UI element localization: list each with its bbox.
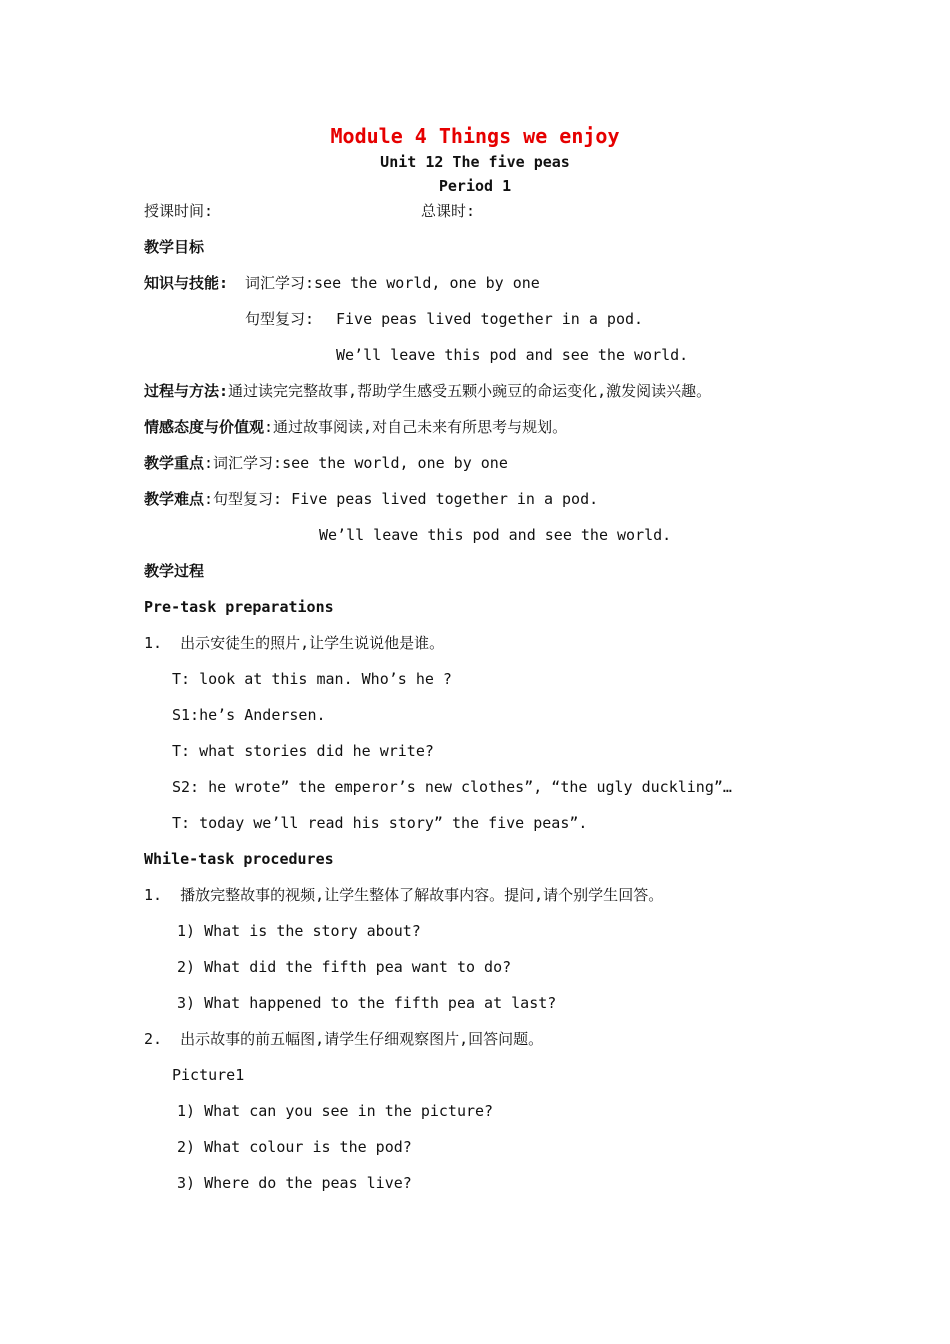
focus-label: 教学重点 [144,454,205,472]
question-item: 3) Where do the peas live? [177,1174,412,1192]
total-label: 总课时: [421,202,476,220]
knowledge-label: 知识与技能: [144,274,229,292]
focus-text: :词汇学习:see the world, one by one [204,454,508,472]
question-item: 2) What did the fifth pea want to do? [177,958,512,976]
pattern-label: 句型复习: [245,310,315,328]
focus-line [144,453,508,473]
pre-task-step-1: 1. 出示安徒生的照片,让学生说说他是谁。 [144,634,445,652]
while-task-heading: While-task procedures [144,850,334,868]
vocab-line: 词汇学习:see the world, one by one [245,274,540,292]
difficulty-text: :句型复习: Five peas lived together in a pod. [204,490,599,508]
question-item: 1) What can you see in the picture? [177,1102,494,1120]
method-label: 过程与方法: [144,382,229,400]
process-heading: 教学过程 [144,562,205,580]
question-item: 3) What happened to the fifth pea at last? [177,994,557,1012]
dialog-line: S1:he’s Andersen. [172,706,326,724]
question-item: 1) What is the story about? [177,922,421,940]
pattern-line-1: Five peas lived together in a pod. [336,310,644,328]
method-line [144,381,711,401]
method-text: 通过读完完整故事,帮助学生感受五颗小豌豆的命运变化,激发阅读兴趣。 [228,382,712,400]
module-title: Module 4 Things we enjoy [330,124,620,148]
dialog-line: T: today we’ll read his story” the five peas”. [172,814,588,832]
dialog-line: T: what stories did he write? [172,742,434,760]
while-task-step-2: 2. 出示故事的前五幅图,请学生仔细观察图片,回答问题。 [144,1030,544,1048]
question-item: 2) What colour is the pod? [177,1138,412,1156]
dialog-line: T: look at this man. Who’s he ? [172,670,452,688]
pattern-line-2: We’ll leave this pod and see the world. [336,346,689,364]
emotion-line [144,417,567,437]
emotion-text: :通过故事阅读,对自己未来有所思考与规划。 [264,418,568,436]
dialog-line: S2: he wrote” the emperor’s new clothes”, “the ugly duckling”… [172,778,732,796]
unit-title: Unit 12 The five peas [380,153,570,171]
time-label: 授课时间: [144,202,214,220]
objectives-heading: 教学目标 [144,238,205,256]
emotion-label: 情感态度与价值观 [144,418,265,436]
difficulty-line [144,489,598,509]
picture-label: Picture1 [172,1066,245,1084]
pre-task-heading: Pre-task preparations [144,598,334,616]
difficulty-label: 教学难点 [144,490,205,508]
period-title: Period 1 [438,177,512,195]
difficulty-line-2: We’ll leave this pod and see the world. [319,526,672,544]
while-task-step-1: 1. 播放完整故事的视频,让学生整体了解故事内容。提问,请个别学生回答。 [144,886,664,904]
